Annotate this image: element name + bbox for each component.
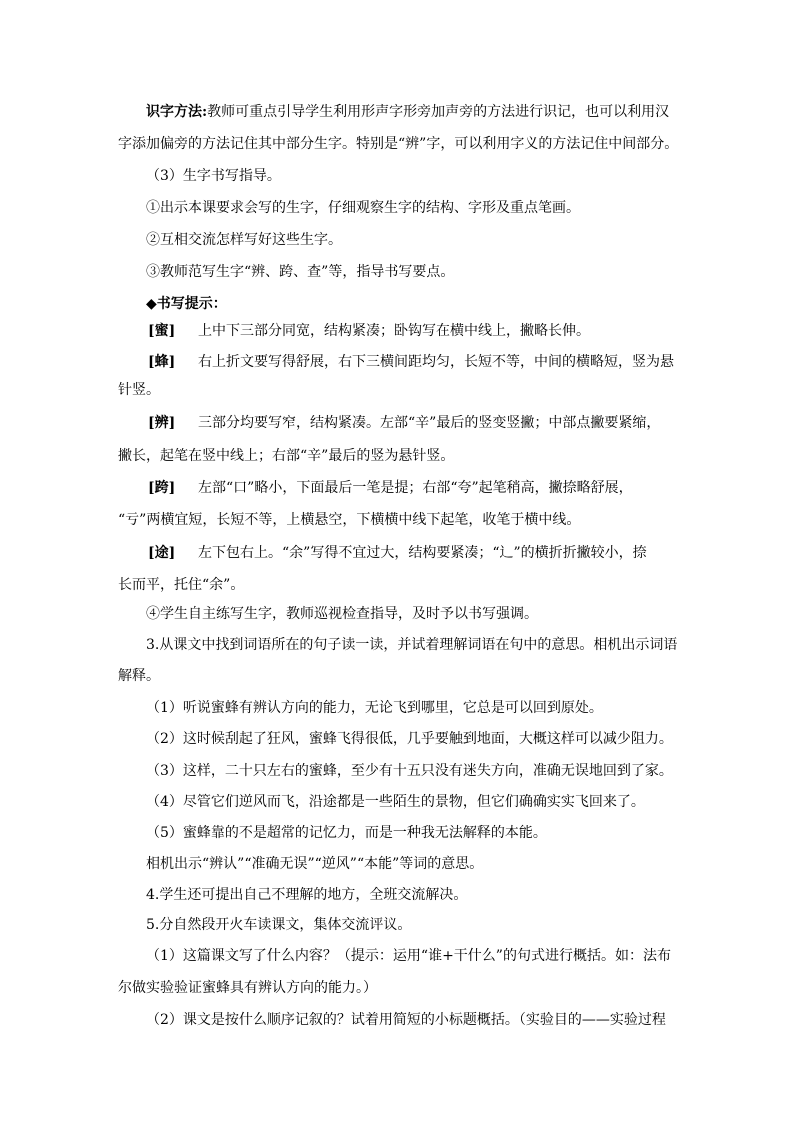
tip-item-2-cont: 针竖。 <box>118 382 160 398</box>
tip-item-4-cont: “亏”两横宜短，长短不等，上横悬空，下横横中线下起笔，收笔于横中线。 <box>118 512 581 528</box>
tips-step4: ④学生自主练写生字，教师巡视检查指导，及时予以书写强调。 <box>146 606 538 622</box>
section4: 4.学生还可提出自己不理解的地方，全班交流解决。 <box>146 887 468 903</box>
section3-summary: 相机出示“辨认”“准确无误”“逆风”“本能”等词的意思。 <box>146 856 484 872</box>
section5-q1-line2: 尔做实验验证蜜蜂具有辨认方向的能力。） <box>118 980 377 996</box>
tip-text: 左下包右上。“余”写得不宜过大，结构要紧凑；“辶”的横折折撇较小，捺 <box>198 545 647 561</box>
tip-item-3 <box>148 413 794 433</box>
section1-label: 识字方法: <box>146 104 208 120</box>
tip-item-1 <box>148 321 794 341</box>
writing-step3: ③教师范写生字“辨、跨、查”等，指导书写要点。 <box>146 264 455 280</box>
section5-q1-line1: （1）这篇课文写了什么内容？（提示：运用“谁+干什么”的句式进行概括。如：法布 <box>146 948 671 964</box>
writing-step2: ②互相交流怎样写好这些生字。 <box>146 232 342 248</box>
tip-tag: [辨] <box>148 415 176 431</box>
sentence-4: （4）尽管它们逆风而飞，沿途都是一些陌生的景物，但它们确确实实飞回来了。 <box>146 794 645 810</box>
tip-text: 左部“口”略小，下面最后一笔是提；右部“夸”起笔稍高，撇捺略舒展， <box>198 480 633 496</box>
section1-text1: 教师可重点引导学生利用形声字形旁加声旁的方法进行识记，也可以利用汉 <box>207 104 670 120</box>
tip-text: 三部分均要写窄，结构紧凑。左部“辛”最后的竖变竖撇；中部点撇要紧缩， <box>198 415 661 431</box>
section1-line1 <box>146 102 794 122</box>
tip-tag: [跨] <box>148 480 176 496</box>
tip-item-5-cont: 长而平，托住“余”。 <box>118 577 245 593</box>
sentence-3: （3）这样，二十只左右的蜜蜂，至少有十五只没有迷失方向，准确无误地回到了家。 <box>146 763 673 779</box>
writing-step1: ①出示本课要求会写的生字，仔细观察生字的结构、字形及重点笔画。 <box>146 200 580 216</box>
sentence-2: （2）这时候刮起了狂风，蜜蜂飞得很低，几乎要触到地面，大概这样可以减少阻力。 <box>146 731 673 747</box>
sentence-1: （1）听说蜜蜂有辨认方向的能力，无论飞到哪里，它总是可以回到原处。 <box>146 700 603 716</box>
section3-line1: 3.从课文中找到词语所在的句子读一读，并试着理解词语在句中的意思。相机出示词语 <box>146 637 678 653</box>
tip-tag: [途] <box>148 545 176 561</box>
section5-q2-line1: （2）课文是按什么顺序记叙的？试着用简短的小标题概括。（实验目的——实验过程 <box>146 1012 666 1028</box>
tip-tag: [蜜] <box>148 323 176 339</box>
sentence-5: （5）蜜蜂靠的不是超常的记忆力，而是一种我无法解释的本能。 <box>146 825 547 841</box>
tip-item-2 <box>148 352 794 372</box>
tips-heading: ◆书写提示： <box>146 296 227 312</box>
section1-line2: 字添加偏旁的方法记住其中部分生字。特别是“辨”字，可以利用字义的方法记住中间部分。 <box>118 136 679 152</box>
tip-text: 上中下三部分同宽，结构紧凑；卧钩写在横中线上，撇略长伸。 <box>198 323 590 339</box>
tip-item-5 <box>148 543 794 563</box>
tip-item-4 <box>148 478 794 498</box>
section3-line2: 解释。 <box>118 668 160 684</box>
tip-text: 右上折文要写得舒展，右下三横间距均匀，长短不等，中间的横略短，竖为悬 <box>198 354 674 370</box>
tip-tag: [蜂] <box>148 354 176 370</box>
tip-item-3-cont: 撇长，起笔在竖中线上；右部“辛”最后的竖为悬针竖。 <box>118 448 455 464</box>
writing-heading: （3）生字书写指导。 <box>146 168 281 184</box>
section5-heading: 5.分自然段开火车读课文，集体交流评议。 <box>146 917 412 933</box>
